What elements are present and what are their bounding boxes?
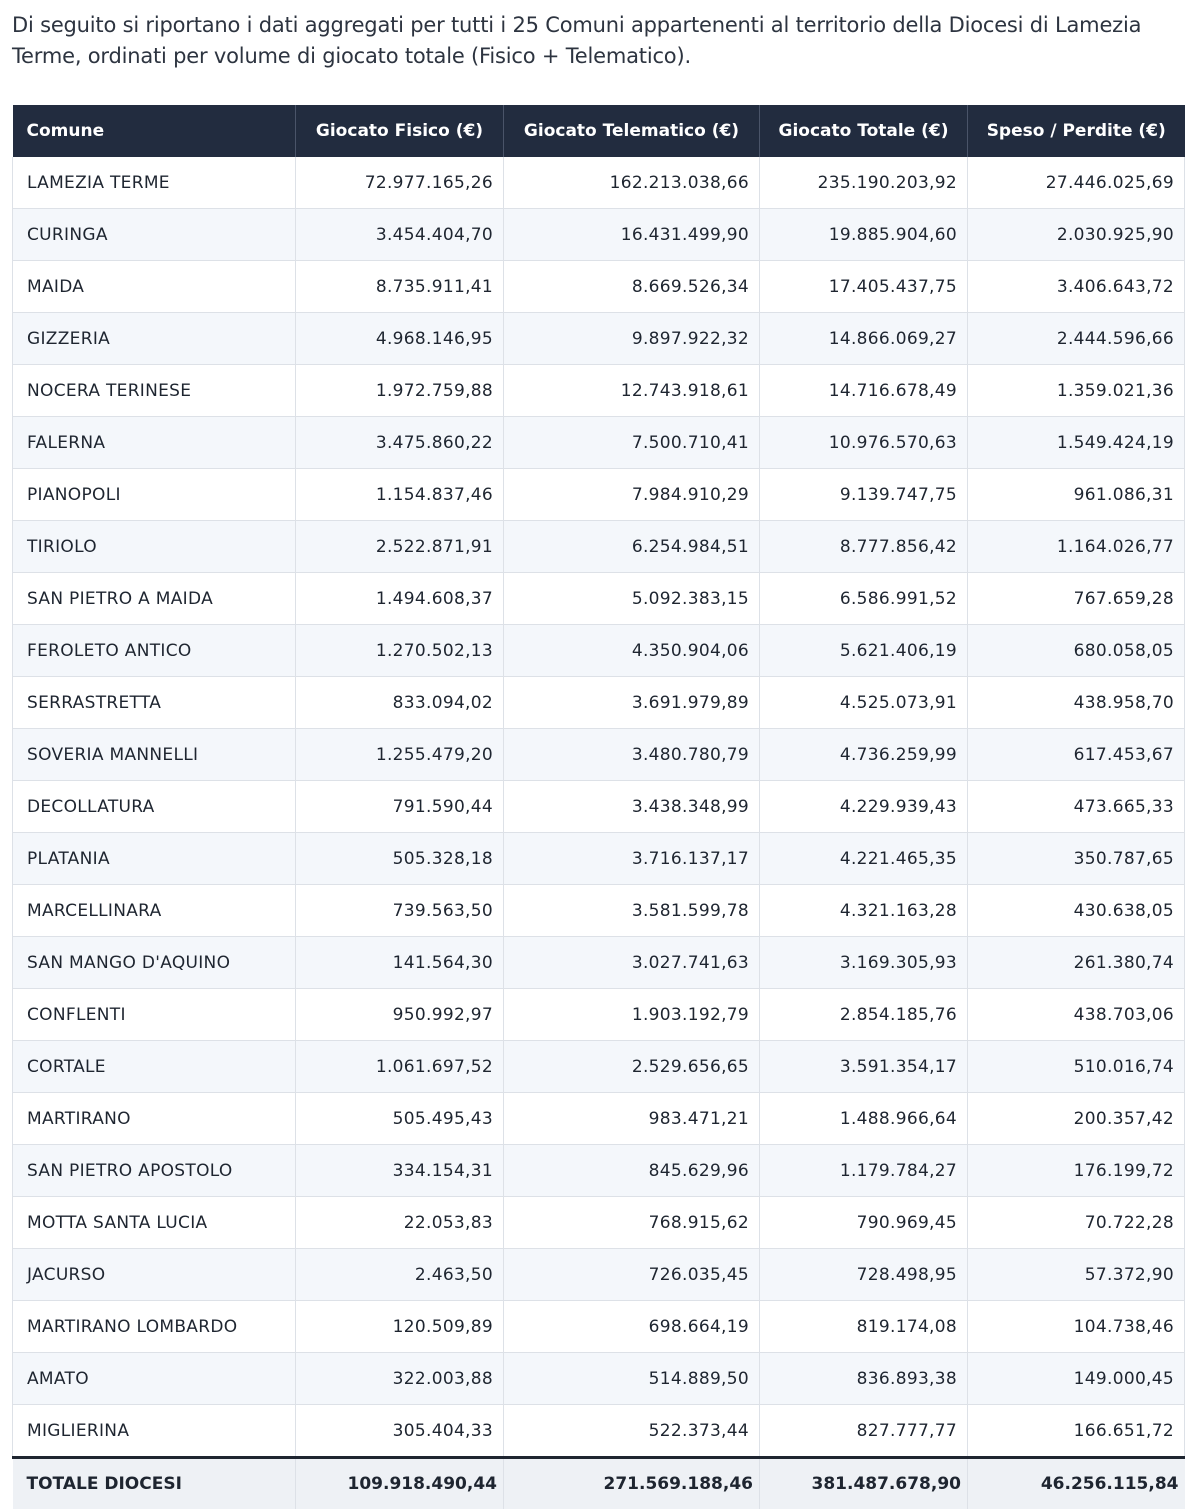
table-row (13, 365, 1185, 417)
cell-comune: DECOLLATURA (13, 781, 296, 833)
cell-giocato-fisico: 72.977.165,26 (296, 157, 504, 209)
cell-giocato-fisico: 791.590,44 (296, 781, 504, 833)
cell-speso-perdite: 680.058,05 (968, 625, 1185, 677)
cell-giocato-totale: 4.525.073,91 (760, 677, 968, 729)
cell-giocato-totale: 790.969,45 (760, 1197, 968, 1249)
cell-comune: LAMEZIA TERME (13, 157, 296, 209)
cell-giocato-totale: 3.591.354,17 (760, 1041, 968, 1093)
table-row (13, 729, 1185, 781)
table-row (13, 989, 1185, 1041)
cell-giocato-telematico: 4.350.904,06 (504, 625, 760, 677)
table-row (13, 1249, 1185, 1301)
cell-giocato-totale: 17.405.437,75 (760, 261, 968, 313)
cell-comune: SAN MANGO D'AQUINO (13, 937, 296, 989)
cell-speso-perdite: 1.359.021,36 (968, 365, 1185, 417)
cell-comune: CONFLENTI (13, 989, 296, 1041)
cell-speso-perdite: 961.086,31 (968, 469, 1185, 521)
cell-giocato-telematico: 522.373,44 (504, 1405, 760, 1458)
table-row (13, 781, 1185, 833)
cell-giocato-telematico: 768.915,62 (504, 1197, 760, 1249)
cell-giocato-telematico: 162.213.038,66 (504, 157, 760, 209)
total-label: TOTALE DIOCESI (13, 1458, 296, 1509)
cell-giocato-telematico: 3.716.137,17 (504, 833, 760, 885)
cell-giocato-telematico: 12.743.918,61 (504, 365, 760, 417)
cell-giocato-fisico: 334.154,31 (296, 1145, 504, 1197)
table-row (13, 1145, 1185, 1197)
cell-giocato-telematico: 3.027.741,63 (504, 937, 760, 989)
header-giocato-totale: Giocato Totale (€) (760, 105, 968, 157)
cell-giocato-fisico: 1.972.759,88 (296, 365, 504, 417)
cell-speso-perdite: 510.016,74 (968, 1041, 1185, 1093)
table-row (13, 1353, 1185, 1405)
cell-giocato-totale: 19.885.904,60 (760, 209, 968, 261)
cell-giocato-fisico: 505.328,18 (296, 833, 504, 885)
cell-giocato-totale: 3.169.305,93 (760, 937, 968, 989)
cell-giocato-totale: 235.190.203,92 (760, 157, 968, 209)
cell-comune: MIGLIERINA (13, 1405, 296, 1458)
cell-giocato-totale: 4.229.939,43 (760, 781, 968, 833)
cell-speso-perdite: 3.406.643,72 (968, 261, 1185, 313)
cell-giocato-totale: 14.866.069,27 (760, 313, 968, 365)
cell-comune: NOCERA TERINESE (13, 365, 296, 417)
cell-giocato-totale: 4.321.163,28 (760, 885, 968, 937)
cell-speso-perdite: 70.722,28 (968, 1197, 1185, 1249)
cell-giocato-fisico: 1.154.837,46 (296, 469, 504, 521)
cell-giocato-totale: 4.221.465,35 (760, 833, 968, 885)
cell-comune: MOTTA SANTA LUCIA (13, 1197, 296, 1249)
cell-giocato-fisico: 2.463,50 (296, 1249, 504, 1301)
table-row (13, 1093, 1185, 1145)
cell-giocato-fisico: 950.992,97 (296, 989, 504, 1041)
table-row (13, 1301, 1185, 1353)
header-giocato-fisico: Giocato Fisico (€) (296, 105, 504, 157)
cell-giocato-telematico: 698.664,19 (504, 1301, 760, 1353)
cell-giocato-fisico: 739.563,50 (296, 885, 504, 937)
table-row (13, 677, 1185, 729)
table-row (13, 937, 1185, 989)
cell-giocato-telematico: 1.903.192,79 (504, 989, 760, 1041)
table-row (13, 313, 1185, 365)
cell-comune: AMATO (13, 1353, 296, 1405)
cell-speso-perdite: 166.651,72 (968, 1405, 1185, 1458)
header-speso-perdite: Speso / Perdite (€) (968, 105, 1185, 157)
table-row (13, 157, 1185, 209)
cell-giocato-fisico: 2.522.871,91 (296, 521, 504, 573)
table-row (13, 573, 1185, 625)
total-row (13, 1458, 1185, 1509)
cell-giocato-telematico: 3.581.599,78 (504, 885, 760, 937)
cell-giocato-telematico: 8.669.526,34 (504, 261, 760, 313)
total-speso-perdite: 46.256.115,84 (968, 1458, 1185, 1509)
gambling-data-table (12, 105, 1185, 1509)
cell-giocato-fisico: 3.475.860,22 (296, 417, 504, 469)
cell-giocato-totale: 1.179.784,27 (760, 1145, 968, 1197)
cell-speso-perdite: 261.380,74 (968, 937, 1185, 989)
cell-giocato-fisico: 22.053,83 (296, 1197, 504, 1249)
header-comune: Comune (13, 105, 296, 157)
table-row (13, 1041, 1185, 1093)
cell-speso-perdite: 1.164.026,77 (968, 521, 1185, 573)
cell-giocato-totale: 5.621.406,19 (760, 625, 968, 677)
table-row (13, 625, 1185, 677)
cell-giocato-telematico: 7.984.910,29 (504, 469, 760, 521)
cell-giocato-totale: 728.498,95 (760, 1249, 968, 1301)
cell-speso-perdite: 2.444.596,66 (968, 313, 1185, 365)
table-row (13, 885, 1185, 937)
cell-speso-perdite: 176.199,72 (968, 1145, 1185, 1197)
table-row (13, 209, 1185, 261)
cell-comune: SERRASTRETTA (13, 677, 296, 729)
cell-giocato-fisico: 1.061.697,52 (296, 1041, 504, 1093)
cell-giocato-telematico: 3.691.979,89 (504, 677, 760, 729)
cell-comune: CORTALE (13, 1041, 296, 1093)
header-giocato-telematico: Giocato Telematico (€) (504, 105, 760, 157)
intro-paragraph: Di seguito si riportano i dati aggregati per tutti i 25 Comuni appartenenti al territorio della Diocesi di Lamezia Terme, ordinati per volume di giocato totale (Fisico + Telematico). (12, 10, 1188, 72)
cell-speso-perdite: 438.703,06 (968, 989, 1185, 1041)
cell-giocato-telematico: 514.889,50 (504, 1353, 760, 1405)
cell-giocato-totale: 8.777.856,42 (760, 521, 968, 573)
cell-giocato-telematico: 983.471,21 (504, 1093, 760, 1145)
cell-giocato-telematico: 845.629,96 (504, 1145, 760, 1197)
table-row (13, 469, 1185, 521)
cell-giocato-fisico: 4.968.146,95 (296, 313, 504, 365)
cell-giocato-totale: 1.488.966,64 (760, 1093, 968, 1145)
cell-giocato-fisico: 1.255.479,20 (296, 729, 504, 781)
cell-speso-perdite: 27.446.025,69 (968, 157, 1185, 209)
cell-comune: JACURSO (13, 1249, 296, 1301)
table-footer (13, 1458, 1185, 1509)
table-row (13, 833, 1185, 885)
table-row (13, 521, 1185, 573)
header-row (13, 105, 1185, 157)
cell-giocato-fisico: 120.509,89 (296, 1301, 504, 1353)
cell-giocato-fisico: 1.494.608,37 (296, 573, 504, 625)
cell-giocato-fisico: 505.495,43 (296, 1093, 504, 1145)
table-row (13, 1405, 1185, 1458)
cell-giocato-telematico: 3.438.348,99 (504, 781, 760, 833)
cell-comune: CURINGA (13, 209, 296, 261)
cell-giocato-telematico: 9.897.922,32 (504, 313, 760, 365)
cell-giocato-telematico: 2.529.656,65 (504, 1041, 760, 1093)
cell-speso-perdite: 57.372,90 (968, 1249, 1185, 1301)
cell-giocato-telematico: 16.431.499,90 (504, 209, 760, 261)
cell-speso-perdite: 350.787,65 (968, 833, 1185, 885)
table-row (13, 261, 1185, 313)
cell-giocato-totale: 836.893,38 (760, 1353, 968, 1405)
cell-comune: PIANOPOLI (13, 469, 296, 521)
cell-giocato-totale: 4.736.259,99 (760, 729, 968, 781)
cell-speso-perdite: 200.357,42 (968, 1093, 1185, 1145)
cell-giocato-totale: 827.777,77 (760, 1405, 968, 1458)
cell-giocato-totale: 819.174,08 (760, 1301, 968, 1353)
cell-giocato-fisico: 141.564,30 (296, 937, 504, 989)
cell-giocato-fisico: 8.735.911,41 (296, 261, 504, 313)
cell-giocato-telematico: 5.092.383,15 (504, 573, 760, 625)
cell-giocato-totale: 14.716.678,49 (760, 365, 968, 417)
cell-comune: SAN PIETRO APOSTOLO (13, 1145, 296, 1197)
cell-giocato-fisico: 1.270.502,13 (296, 625, 504, 677)
cell-speso-perdite: 149.000,45 (968, 1353, 1185, 1405)
cell-giocato-totale: 6.586.991,52 (760, 573, 968, 625)
cell-giocato-telematico: 726.035,45 (504, 1249, 760, 1301)
table-row (13, 1197, 1185, 1249)
cell-comune: MARTIRANO (13, 1093, 296, 1145)
cell-speso-perdite: 2.030.925,90 (968, 209, 1185, 261)
cell-speso-perdite: 617.453,67 (968, 729, 1185, 781)
cell-speso-perdite: 1.549.424,19 (968, 417, 1185, 469)
cell-comune: FALERNA (13, 417, 296, 469)
cell-giocato-telematico: 6.254.984,51 (504, 521, 760, 573)
cell-giocato-fisico: 3.454.404,70 (296, 209, 504, 261)
cell-comune: GIZZERIA (13, 313, 296, 365)
cell-speso-perdite: 438.958,70 (968, 677, 1185, 729)
cell-speso-perdite: 430.638,05 (968, 885, 1185, 937)
cell-giocato-fisico: 322.003,88 (296, 1353, 504, 1405)
total-giocato-fisico: 109.918.490,44 (296, 1458, 504, 1509)
cell-comune: MARTIRANO LOMBARDO (13, 1301, 296, 1353)
cell-comune: PLATANIA (13, 833, 296, 885)
cell-giocato-fisico: 305.404,33 (296, 1405, 504, 1458)
cell-giocato-totale: 9.139.747,75 (760, 469, 968, 521)
table-row (13, 417, 1185, 469)
table-body (13, 157, 1185, 1458)
cell-giocato-telematico: 3.480.780,79 (504, 729, 760, 781)
cell-comune: FEROLETO ANTICO (13, 625, 296, 677)
cell-comune: MARCELLINARA (13, 885, 296, 937)
cell-comune: SAN PIETRO A MAIDA (13, 573, 296, 625)
cell-speso-perdite: 104.738,46 (968, 1301, 1185, 1353)
total-giocato-totale: 381.487.678,90 (760, 1458, 968, 1509)
cell-comune: SOVERIA MANNELLI (13, 729, 296, 781)
cell-giocato-telematico: 7.500.710,41 (504, 417, 760, 469)
table-header (13, 105, 1185, 157)
cell-giocato-totale: 2.854.185,76 (760, 989, 968, 1041)
cell-giocato-fisico: 833.094,02 (296, 677, 504, 729)
cell-speso-perdite: 767.659,28 (968, 573, 1185, 625)
cell-giocato-totale: 10.976.570,63 (760, 417, 968, 469)
cell-speso-perdite: 473.665,33 (968, 781, 1185, 833)
total-giocato-telematico: 271.569.188,46 (504, 1458, 760, 1509)
data-table-container (12, 105, 1184, 1509)
cell-comune: MAIDA (13, 261, 296, 313)
cell-comune: TIRIOLO (13, 521, 296, 573)
